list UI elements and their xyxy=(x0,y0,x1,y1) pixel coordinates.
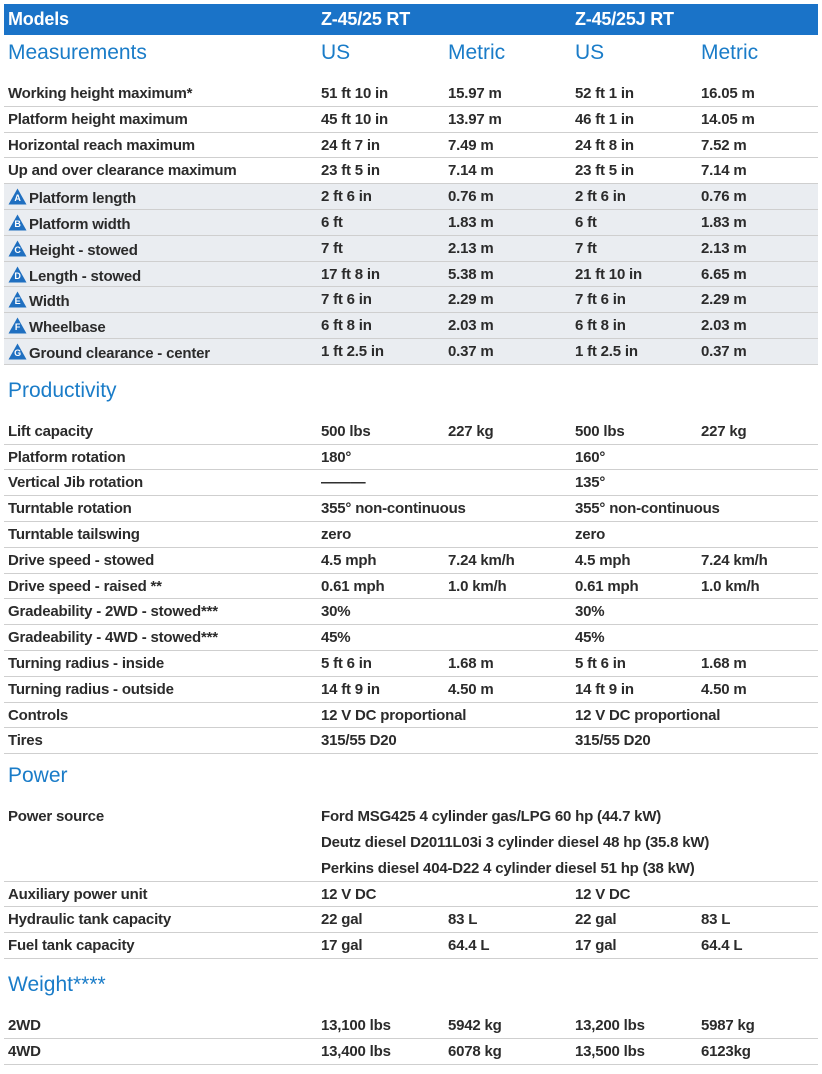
row-label-text: Platform width xyxy=(29,215,131,233)
model-a-us-value: 12 V DC xyxy=(321,885,377,903)
model-b-us-value: 52 ft 1 in xyxy=(575,85,634,102)
model-a-metric-value: 4.50 m xyxy=(448,680,494,698)
row-label-text: Fuel tank capacity xyxy=(8,937,135,955)
model-b-us-value: 23 ft 5 in xyxy=(575,162,634,180)
table-row xyxy=(4,933,818,959)
model-b-us-value: 46 ft 1 in xyxy=(575,110,634,128)
model-b-us-value: 1 ft 2.5 in xyxy=(575,342,638,360)
model-a-metric-value: 5942 kg xyxy=(448,1016,502,1034)
model-a-us-value: 12 V DC proportional xyxy=(321,706,467,724)
dimension-marker-icon xyxy=(8,240,27,257)
model-a-metric-value: 6078 kg xyxy=(448,1042,502,1060)
row-label-text: Vertical Jib rotation xyxy=(8,474,144,492)
table-row xyxy=(4,210,818,236)
model-a-metric-value: 15.97 m xyxy=(448,85,502,102)
row-label xyxy=(8,886,147,903)
model-a-metric-value: 227 kg xyxy=(448,422,494,440)
model-a-title: Z-45/25 RT xyxy=(321,9,411,29)
table-row xyxy=(4,445,818,471)
model-b-metric-value: 64.4 L xyxy=(701,937,743,955)
row-label-text: Turning radius - inside xyxy=(8,654,164,672)
productivity-title: Productivity xyxy=(8,378,117,402)
model-a-metric-value: 7.24 km/h xyxy=(448,551,515,569)
model-b-us-value: 24 ft 8 in xyxy=(575,136,634,154)
model-b-metric-value: 7.24 km/h xyxy=(701,551,768,569)
model-b-us-value: 0.61 mph xyxy=(575,577,639,595)
model-a-us-value: 5 ft 6 in xyxy=(321,654,372,672)
weight-heading xyxy=(4,959,818,1005)
table-row xyxy=(4,107,818,133)
model-b-metric-value: 4.50 m xyxy=(701,680,747,698)
table-row xyxy=(4,419,818,445)
model-a-metric-value: 2.29 m xyxy=(448,291,494,309)
model-a-metric-value: 64.4 L xyxy=(448,937,490,955)
power-source-perkins: Perkins diesel 404-D22 4 cylinder diesel 51 hp (38 kW) xyxy=(321,859,695,877)
model-b-us-value: 45% xyxy=(575,629,605,647)
table-row xyxy=(4,158,818,184)
dimension-letter: A xyxy=(14,193,21,204)
model-a-metric-value: 1.83 m xyxy=(448,213,494,231)
model-b-title: Z-45/25J RT xyxy=(575,9,674,29)
row-label xyxy=(8,317,106,336)
row-label-text: Controls xyxy=(8,706,69,724)
row-label-text: Up and over clearance maximum xyxy=(8,162,237,180)
model-b-metric-value: 1.0 km/h xyxy=(701,577,760,595)
row-label-text: Drive speed - stowed xyxy=(8,551,155,569)
measurements-table xyxy=(4,81,818,365)
model-a-metric-value: 83 L xyxy=(448,911,478,929)
model-b-us-value: 5 ft 6 in xyxy=(575,654,626,672)
row-label-text: Platform height maximum xyxy=(8,110,188,128)
row-label xyxy=(8,578,162,595)
model-b-metric-value: 2.29 m xyxy=(701,291,747,309)
row-label-text: Turntable rotation xyxy=(8,500,132,518)
row-label xyxy=(8,911,171,928)
power-source-block xyxy=(4,804,818,881)
power-source-row xyxy=(4,830,818,856)
model-a-metric-value: 0.37 m xyxy=(448,342,494,360)
row-label xyxy=(8,188,136,207)
table-row xyxy=(4,907,818,933)
model-b-us-value: 30% xyxy=(575,603,605,621)
model-a-us-value: 23 ft 5 in xyxy=(321,162,380,180)
row-label-text: 2WD xyxy=(8,1016,41,1034)
power-table xyxy=(4,882,818,959)
power-source-ford: Ford MSG425 4 cylinder gas/LPG 60 hp (44.7 kW) xyxy=(321,808,662,826)
power-source-label: Power source xyxy=(8,808,104,826)
spec-sheet xyxy=(4,4,818,1065)
model-b-us-value: 355° non-continuous xyxy=(575,500,720,518)
power-title: Power xyxy=(8,764,68,788)
row-label xyxy=(8,603,218,620)
model-a-us-value: 30% xyxy=(321,603,351,621)
model-b-us-value: 7 ft xyxy=(575,239,597,257)
table-row xyxy=(4,703,818,729)
unit-us-a: US xyxy=(321,41,351,64)
power-heading xyxy=(4,754,818,796)
row-label xyxy=(8,137,195,154)
power-source-row xyxy=(4,804,818,830)
table-row xyxy=(4,262,818,288)
row-label-text: Ground clearance - center xyxy=(29,344,210,362)
model-a-us-value: 315/55 D20 xyxy=(321,732,397,750)
model-a-us-value: 355° non-continuous xyxy=(321,500,466,518)
model-b-us-value: 6 ft xyxy=(575,213,597,231)
measurements-heading xyxy=(4,35,818,73)
model-b-metric-value: 0.37 m xyxy=(701,342,747,360)
model-a-metric-value: 7.49 m xyxy=(448,136,494,154)
table-row xyxy=(4,184,818,210)
model-a-us-value: 13,400 lbs xyxy=(321,1042,391,1060)
weight-title: Weight**** xyxy=(8,972,106,996)
model-b-us-value: 500 lbs xyxy=(575,422,625,440)
model-a-us-value: 180° xyxy=(321,448,352,466)
model-a-metric-value: 2.03 m xyxy=(448,317,494,335)
unit-us-b: US xyxy=(575,41,605,64)
model-b-us-value: 4.5 mph xyxy=(575,551,631,569)
model-a-metric-value: 7.14 m xyxy=(448,162,494,180)
model-b-us-value: 2 ft 6 in xyxy=(575,188,626,206)
model-b-us-value: 6 ft 8 in xyxy=(575,317,626,335)
model-b-metric-value: 7.52 m xyxy=(701,136,747,154)
model-b-metric-value: 6123kg xyxy=(701,1042,751,1060)
model-b-metric-value: 2.13 m xyxy=(701,239,747,257)
row-label xyxy=(8,526,140,543)
dimension-letter: E xyxy=(14,296,21,307)
model-b-us-value: 315/55 D20 xyxy=(575,732,651,750)
unit-metric-a: Metric xyxy=(448,41,506,64)
row-label xyxy=(8,681,174,698)
model-b-us-value: 14 ft 9 in xyxy=(575,680,634,698)
model-a-us-value: 17 ft 8 in xyxy=(321,265,380,283)
model-b-metric-value: 227 kg xyxy=(701,422,747,440)
model-a-us-value: 24 ft 7 in xyxy=(321,136,380,154)
row-label xyxy=(8,1043,41,1060)
model-a-us-value: 45% xyxy=(321,629,351,647)
model-b-metric-value: 83 L xyxy=(701,911,731,929)
model-a-us-value: 6 ft xyxy=(321,213,343,231)
table-row xyxy=(4,728,818,754)
table-row xyxy=(4,599,818,625)
model-a-us-value: 45 ft 10 in xyxy=(321,110,388,128)
row-label-text: Width xyxy=(29,293,70,311)
model-b-us-value: zero xyxy=(575,525,606,543)
row-label-text: Auxiliary power unit xyxy=(8,885,148,903)
model-b-metric-value: 7.14 m xyxy=(701,162,747,180)
row-label xyxy=(8,449,125,466)
table-row xyxy=(4,574,818,600)
dimension-letter: G xyxy=(14,347,21,358)
row-label-text: Hydraulic tank capacity xyxy=(8,911,171,929)
row-label xyxy=(8,732,43,749)
model-a-us-value: 7 ft xyxy=(321,239,343,257)
model-a-us-value: 7 ft 6 in xyxy=(321,291,372,309)
dimension-marker-icon xyxy=(8,343,27,360)
model-a-us-value: 6 ft 8 in xyxy=(321,317,372,335)
models-label: Models xyxy=(8,9,69,29)
row-label-text: Gradeability - 2WD - stowed*** xyxy=(8,603,218,621)
row-label-text: Wheelbase xyxy=(29,319,106,337)
model-b-metric-value: 5987 kg xyxy=(701,1016,755,1034)
dimension-marker-icon xyxy=(8,291,27,308)
model-a-us-value: 2 ft 6 in xyxy=(321,188,372,206)
model-a-us-value: 14 ft 9 in xyxy=(321,680,380,698)
dimension-marker-icon xyxy=(8,317,27,334)
table-row xyxy=(4,548,818,574)
row-label xyxy=(8,214,130,233)
model-b-us-value: 7 ft 6 in xyxy=(575,291,626,309)
row-label-text: Platform rotation xyxy=(8,448,126,466)
table-row xyxy=(4,1039,818,1065)
row-label xyxy=(8,111,188,128)
dimension-letter: C xyxy=(14,244,21,255)
model-a-metric-value: 0.76 m xyxy=(448,188,494,206)
model-a-us-value: 22 gal xyxy=(321,911,363,929)
row-label-text: Working height maximum* xyxy=(8,85,193,102)
row-label xyxy=(8,655,164,672)
model-a-metric-value: 1.68 m xyxy=(448,654,494,672)
model-b-us-value: 21 ft 10 in xyxy=(575,265,642,283)
model-a-us-value: zero xyxy=(321,525,352,543)
model-b-us-value: 13,200 lbs xyxy=(575,1016,645,1034)
row-label-text: Horizontal reach maximum xyxy=(8,136,195,154)
models-header xyxy=(4,4,818,35)
model-a-us-value: 0.61 mph xyxy=(321,577,385,595)
model-b-metric-value: 1.83 m xyxy=(701,213,747,231)
model-b-us-value: 160° xyxy=(575,448,606,466)
model-b-metric-value: 6.65 m xyxy=(701,265,747,283)
table-row xyxy=(4,313,818,339)
row-label xyxy=(8,162,236,179)
row-label-text: Gradeability - 4WD - stowed*** xyxy=(8,629,218,647)
unit-metric-b: Metric xyxy=(701,41,759,64)
model-b-metric-value: 0.76 m xyxy=(701,188,747,206)
table-row xyxy=(4,81,818,107)
table-row xyxy=(4,651,818,677)
model-b-metric-value: 1.68 m xyxy=(701,654,747,672)
dimension-letter: F xyxy=(14,322,21,333)
model-b-metric-value: 16.05 m xyxy=(701,85,755,102)
model-b-us-value: 12 V DC proportional xyxy=(575,706,721,724)
row-label xyxy=(8,240,138,259)
row-label xyxy=(8,291,70,310)
model-b-us-value: 22 gal xyxy=(575,911,617,929)
dimension-marker-icon xyxy=(8,214,27,231)
row-label xyxy=(8,500,132,517)
row-label-text: Height - stowed xyxy=(29,241,138,259)
model-a-us-value: 13,100 lbs xyxy=(321,1016,391,1034)
row-label-text: Length - stowed xyxy=(29,267,141,285)
model-a-metric-value: 2.13 m xyxy=(448,239,494,257)
table-row xyxy=(4,287,818,313)
model-b-us-value: 12 V DC xyxy=(575,885,631,903)
model-a-metric-value: 5.38 m xyxy=(448,265,494,283)
table-row xyxy=(4,496,818,522)
row-label-text: Lift capacity xyxy=(8,422,93,440)
row-label-text: Platform length xyxy=(29,190,137,208)
row-label xyxy=(8,85,192,102)
row-label xyxy=(8,552,154,569)
model-a-us-value: 17 gal xyxy=(321,937,363,955)
table-row xyxy=(4,677,818,703)
power-source-row xyxy=(4,856,818,882)
table-row xyxy=(4,339,818,365)
productivity-table xyxy=(4,419,818,754)
table-row xyxy=(4,625,818,651)
model-b-metric-value: 2.03 m xyxy=(701,317,747,335)
dimension-letter: B xyxy=(14,218,21,229)
model-b-us-value: 135° xyxy=(575,474,606,492)
model-a-us-value: 51 ft 10 in xyxy=(321,85,388,102)
row-label xyxy=(8,707,68,724)
dimension-letter: D xyxy=(14,270,21,281)
model-b-us-value: 13,500 lbs xyxy=(575,1042,645,1060)
row-label-text: Turntable tailswing xyxy=(8,525,140,543)
productivity-heading xyxy=(4,365,818,411)
row-label xyxy=(8,423,93,440)
row-label xyxy=(8,937,134,954)
model-a-metric-value: 13.97 m xyxy=(448,110,502,128)
row-label xyxy=(8,343,210,362)
power-source-deutz: Deutz diesel D2011L03i 3 cylinder diesel 48 hp (35.8 kW) xyxy=(321,833,710,851)
row-label-text: Drive speed - raised ** xyxy=(8,577,162,595)
table-row xyxy=(4,882,818,908)
table-row xyxy=(4,470,818,496)
table-row xyxy=(4,133,818,159)
model-a-us-value: 500 lbs xyxy=(321,422,371,440)
measurements-title: Measurements xyxy=(8,41,147,64)
row-label-text: Tires xyxy=(8,732,43,750)
weight-table xyxy=(4,1013,818,1065)
model-a-us-value: ——— xyxy=(321,474,366,492)
dimension-marker-icon xyxy=(8,266,27,283)
row-label-text: 4WD xyxy=(8,1042,41,1060)
model-a-us-value: 4.5 mph xyxy=(321,551,377,569)
row-label-text: Turning radius - outside xyxy=(8,680,174,698)
row-label xyxy=(8,474,143,491)
row-label xyxy=(8,266,141,285)
model-a-us-value: 1 ft 2.5 in xyxy=(321,342,384,360)
row-label xyxy=(8,1017,41,1034)
table-row xyxy=(4,236,818,262)
model-a-metric-value: 1.0 km/h xyxy=(448,577,507,595)
dimension-marker-icon xyxy=(8,188,27,205)
row-label xyxy=(8,629,218,646)
table-row xyxy=(4,1013,818,1039)
model-b-metric-value: 14.05 m xyxy=(701,110,755,128)
model-b-us-value: 17 gal xyxy=(575,937,617,955)
table-row xyxy=(4,522,818,548)
